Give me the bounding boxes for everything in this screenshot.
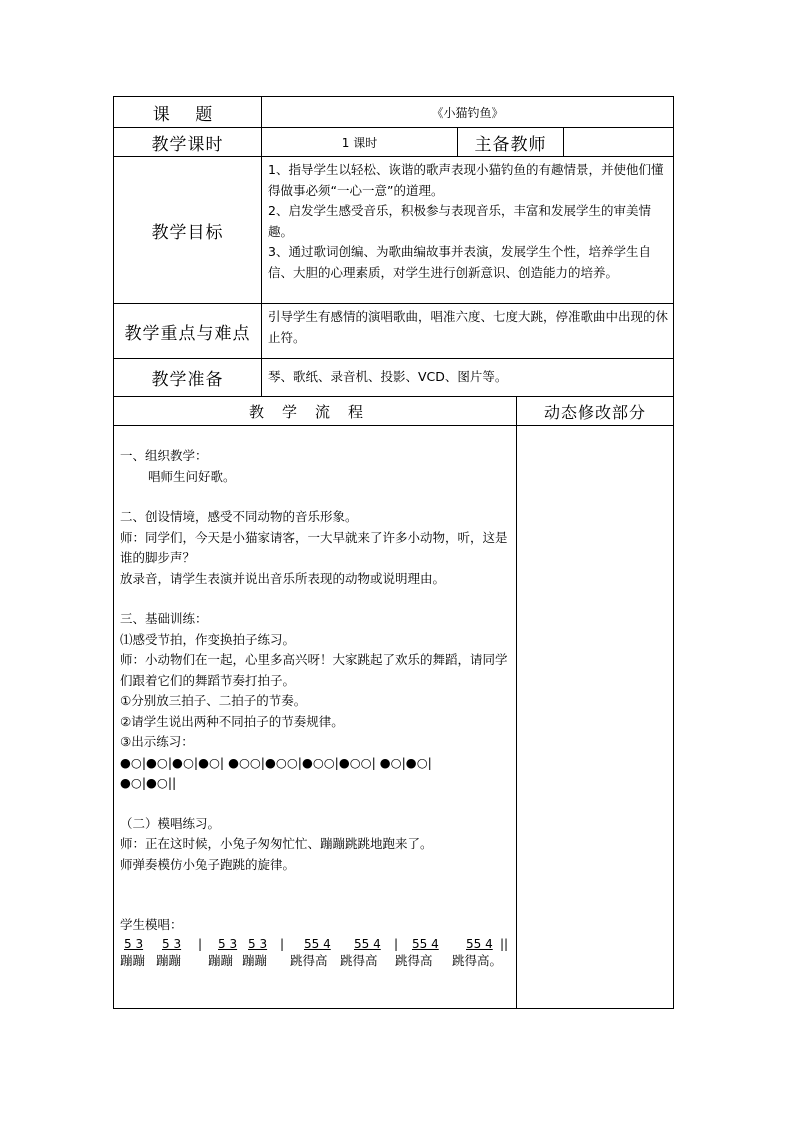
preparation-label: 教学准备 bbox=[114, 359, 262, 397]
lyric: 跳得高 bbox=[340, 952, 378, 968]
topic-value: 《小猫钓鱼》 bbox=[262, 97, 674, 128]
rhythm-line: ●○|●○|●○|●○| ●○○|●○○|●○○|●○○| ●○|●○| bbox=[120, 754, 432, 770]
barline: | bbox=[394, 936, 399, 951]
flow-line: 师：正在这时候，小兔子匆匆忙忙、蹦蹦跳跳地跑来了。 bbox=[120, 836, 433, 851]
flow-line: ③出示练习： bbox=[120, 734, 194, 749]
flow-header-row bbox=[114, 397, 674, 426]
preparation-content: 琴、歌纸、录音机、投影、VCD、图片等。 bbox=[262, 359, 674, 397]
flow-line: 放录音，请学生表演并说出音乐所表现的动物或说明理由。 bbox=[120, 570, 446, 586]
flow-content bbox=[114, 426, 517, 1009]
revision-header: 动态修改部分 bbox=[517, 397, 674, 426]
note: 55 4 bbox=[304, 936, 331, 951]
lyric: 跳得高。 bbox=[452, 952, 503, 968]
lyric: 蹦蹦 bbox=[120, 952, 146, 968]
barline: | bbox=[280, 936, 285, 951]
topic-label: 课 题 bbox=[114, 97, 262, 128]
lyrics-line bbox=[120, 952, 512, 970]
teacher-value bbox=[564, 128, 674, 157]
lyric: 跳得高 bbox=[395, 952, 433, 968]
teacher-label: 主备教师 bbox=[458, 128, 564, 157]
goal-item: 1、指导学生以轻松、诙谐的歌声表现小猫钓鱼的有趣情景，并使他们懂得做事必须“一心一意”的道理。 bbox=[268, 162, 664, 198]
hours-label: 教学课时 bbox=[114, 128, 262, 157]
section-title: 二、创设情境，感受不同动物的音乐形象。 bbox=[120, 509, 358, 524]
flow-content-row bbox=[114, 426, 674, 1009]
preparation-row bbox=[114, 359, 674, 397]
note: 5 3 bbox=[162, 936, 182, 951]
lyric: 蹦蹦 bbox=[156, 952, 182, 968]
barline: | bbox=[198, 936, 203, 951]
flow-line: 师：同学们，今天是小猫家请客，一大早就来了许多小动物，听，这是谁的脚步声？ bbox=[120, 529, 508, 565]
note: 5 3 bbox=[218, 936, 238, 951]
flow-line: 师弹奏模仿小兔子跑跳的旋律。 bbox=[120, 856, 296, 872]
key-points-content: 引导学生有感情的演唱歌曲，唱准六度、七度大跳，停准歌曲中出现的休止符。 bbox=[262, 304, 674, 359]
section-title: 一、组织教学： bbox=[120, 448, 208, 463]
note: 55 4 bbox=[412, 936, 439, 951]
key-points-label: 教学重点与难点 bbox=[114, 304, 262, 359]
revision-area bbox=[517, 426, 674, 1009]
goal-item: 3、通过歌词创编、为歌曲编故事并表演，发展学生个性，培养学生自信、大胆的心理素质，对学生进行创新意识、创造能力的培养。 bbox=[268, 244, 651, 280]
rhythm-line: ●○|●○|| bbox=[120, 775, 177, 790]
flow-line: 师：小动物们在一起，心里多高兴呀！大家跳起了欢乐的舞蹈，请同学们跟着它们的舞蹈节奏打拍子。 bbox=[120, 652, 508, 688]
note: 55 4 bbox=[354, 936, 381, 951]
goals-row bbox=[114, 157, 674, 304]
goals-label: 教学目标 bbox=[114, 157, 262, 304]
end-barline: || bbox=[500, 936, 509, 951]
lesson-plan-table bbox=[113, 96, 674, 1009]
notation-line bbox=[120, 936, 512, 952]
flow-line: 唱师生问好歌。 bbox=[148, 468, 236, 484]
key-points-row bbox=[114, 304, 674, 359]
lyric: 蹦蹦 bbox=[208, 952, 234, 968]
flow-line: ①分别放三拍子、二拍子的节奏。 bbox=[120, 693, 307, 708]
flow-header: 教学流程 bbox=[114, 397, 517, 426]
goal-item: 2、启发学生感受音乐，积极参与表现音乐，丰富和发展学生的审美情趣。 bbox=[268, 203, 651, 239]
note: 5 3 bbox=[248, 936, 268, 951]
lesson-plan-sheet bbox=[113, 96, 673, 1009]
hours-value: 1 课时 bbox=[262, 128, 458, 157]
note: 55 4 bbox=[466, 936, 493, 951]
topic-row bbox=[114, 97, 674, 128]
flow-line: ⑴感受节拍，作变换拍子练习。 bbox=[120, 631, 296, 647]
lyric: 蹦蹦 bbox=[242, 952, 268, 968]
section-title: （二）模唱练习。 bbox=[120, 815, 221, 831]
section-title: 三、基础训练： bbox=[120, 611, 208, 626]
note: 5 3 bbox=[124, 936, 144, 951]
hours-row bbox=[114, 128, 674, 157]
flow-line: ②请学生说出两种不同拍子的节奏规律。 bbox=[120, 713, 344, 729]
section-title: 学生模唱： bbox=[120, 917, 183, 932]
lyric: 跳得高 bbox=[290, 952, 328, 968]
goals-content bbox=[262, 157, 674, 304]
